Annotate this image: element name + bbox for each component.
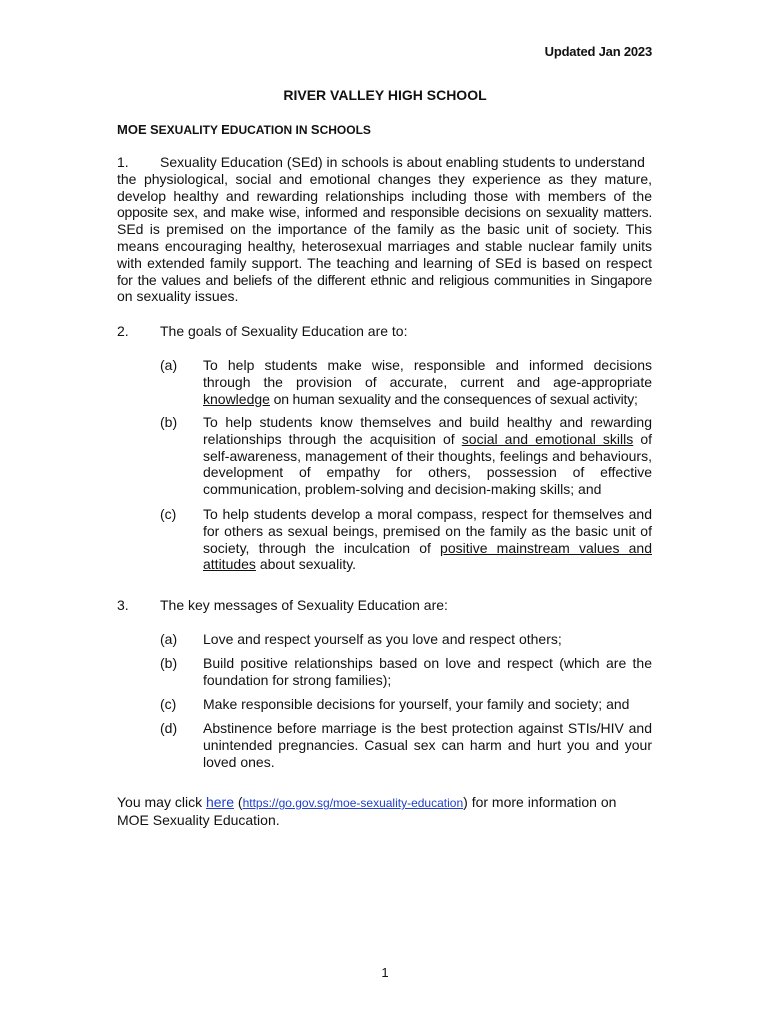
goal-a-pre: To help students make wise, responsible and informed decisions through the provision of accurate, current and age-appropriate xyxy=(203,357,652,390)
heading-s2: S xyxy=(310,122,320,137)
goal-a-text xyxy=(203,357,652,407)
goal-c-underlined: positive mainstream values and attitudes xyxy=(203,539,652,573)
para3-number: 3. xyxy=(117,597,129,613)
para1-line-1-text: Sexuality Education (SEd) in schools is about enabling students to understand xyxy=(160,154,645,170)
closing-line-2: MOE Sexuality Education. xyxy=(117,811,280,828)
heading-w3: CHOOLS xyxy=(319,123,371,137)
updated-date: Updated Jan 2023 xyxy=(544,44,652,59)
para1-line-1 xyxy=(117,154,652,171)
closing-paren-open: ( xyxy=(234,794,243,810)
url-link[interactable]: https://go.gov.sg/moe-sexuality-education xyxy=(242,796,464,810)
closing-paragraph xyxy=(117,794,677,829)
para1-line-5: SEd is premised on the importance of the family as the basic unit of society. This xyxy=(117,221,652,238)
message-b-text: Build positive relationships based on love and respect (which are the foundation for strong families); xyxy=(203,655,652,688)
goal-b-text xyxy=(203,414,652,498)
para1-line-8: for the values and beliefs of the different ethnic and religious communities in Singapore xyxy=(117,271,652,288)
goal-b-label: (b) xyxy=(160,414,178,430)
heading-e1: E xyxy=(221,122,230,137)
goal-b-underlined: social and emotional skills xyxy=(461,430,634,447)
para1-line-9: on sexuality issues. xyxy=(117,288,239,305)
message-a-text: Love and respect yourself as you love and respect others; xyxy=(203,631,562,647)
closing-line-1 xyxy=(117,794,677,812)
closing-paren-close: ) xyxy=(463,794,468,810)
para1-line-7: with extended family support. The teaching and learning of SEd is based on respect xyxy=(117,254,652,271)
page-number: 1 xyxy=(381,965,389,980)
heading-w1: EXUALITY xyxy=(158,123,218,137)
goal-c-label: (c) xyxy=(160,506,177,522)
closing-pre: You may click xyxy=(117,794,206,810)
here-link[interactable]: here xyxy=(205,794,234,810)
heading-w2: DUCATION IN xyxy=(229,123,308,137)
para1-number: 1. xyxy=(117,154,129,170)
goal-b-pre: To help students know themselves and build healthy and rewarding relationships through the acquisition of xyxy=(203,414,652,447)
para1-line-4: opposite sex, and make wise, informed and responsible decisions on sexuality matters. xyxy=(117,204,652,221)
para3-intro: The key messages of Sexuality Education are: xyxy=(160,597,448,613)
goal-c-pre: To help students develop a moral compass, respect for themselves and for others as sexual beings, premised on the family as the basic unit of society, through the inculcation of xyxy=(203,506,652,556)
message-b-label: (b) xyxy=(160,655,178,671)
message-c-label: (c) xyxy=(160,696,177,712)
para2-number: 2. xyxy=(117,323,129,339)
paragraph-1 xyxy=(117,154,652,305)
para1-line-2: the physiological, social and emotional changes they experience as they mature, xyxy=(117,170,652,187)
closing-post: for more information on xyxy=(467,794,617,810)
goal-b-post: of self-awareness, management of their thoughts, feelings and behaviours, development of empathy for others, possession of effective communication, problem-solving and decision-making skills; and xyxy=(203,430,652,498)
para1-line-3: develop healthy and rewarding relationships including those with members of the xyxy=(117,187,652,204)
message-d-label: (d) xyxy=(160,720,178,736)
heading-moe: MOE xyxy=(117,122,147,137)
goal-c-text xyxy=(203,506,652,573)
goal-c-post: about sexuality. xyxy=(255,556,357,573)
message-c-text: Make responsible decisions for yourself, your family and society; and xyxy=(203,696,630,712)
message-d-text: Abstinence before marriage is the best protection against STIs/HIV and unintended pregnancies. Casual sex can harm and hurt you and your loved ones. xyxy=(203,720,652,770)
section-heading xyxy=(117,122,371,137)
para2-intro: The goals of Sexuality Education are to: xyxy=(160,323,408,339)
para1-line-6: means encouraging healthy, heterosexual marriages and stable nuclear family units xyxy=(117,237,652,254)
heading-s1: S xyxy=(149,122,159,137)
goal-a-post: on human sexuality and the consequences of sexual activity; xyxy=(269,390,638,407)
message-a-label: (a) xyxy=(160,631,178,647)
school-title: RIVER VALLEY HIGH SCHOOL xyxy=(283,87,487,103)
goal-a-underlined: knowledge xyxy=(203,390,270,407)
goal-a-label: (a) xyxy=(160,357,178,373)
